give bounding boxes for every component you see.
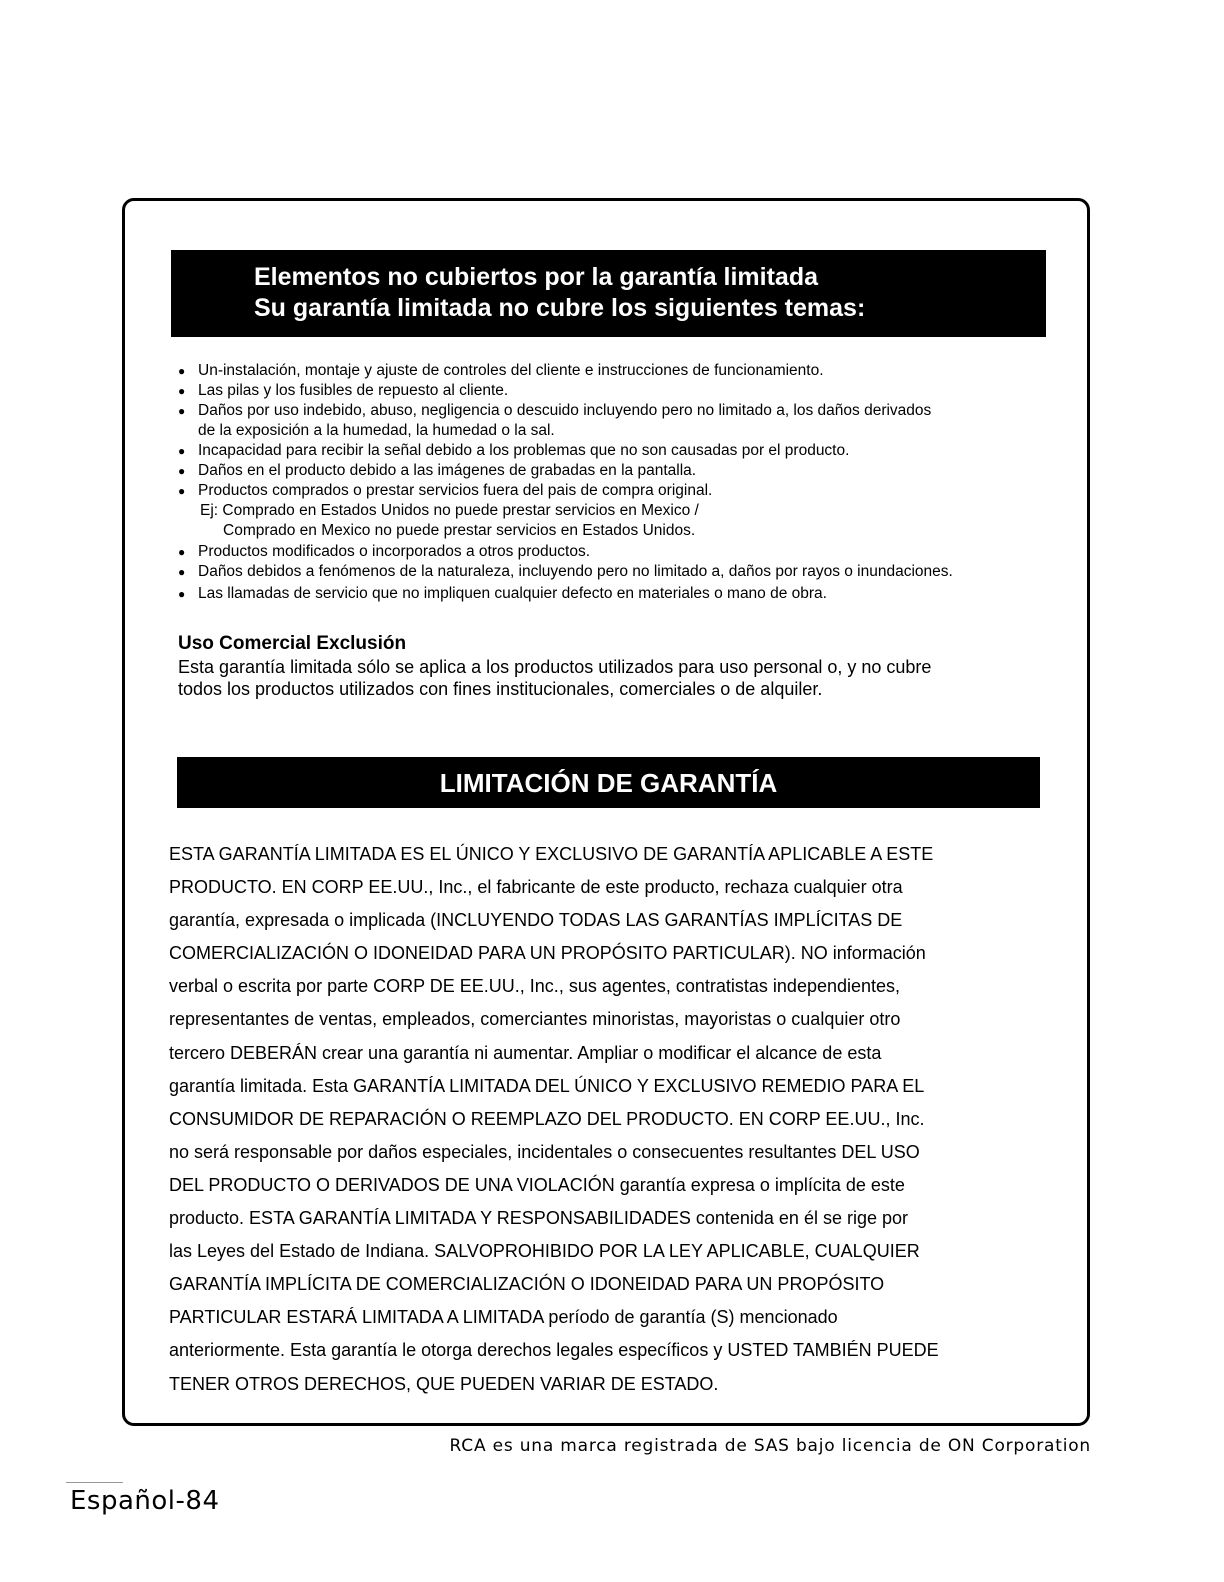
list-item: ● Las llamadas de servicio que no impliquen cualquier defecto en materiales o mano de obra. [178,584,1078,604]
list-item: ● Daños debidos a fenómenos de la naturaleza, incluyendo pero no limitado a, daños por rayos o inundaciones. [178,562,1078,582]
limitation-line: verbal o escrita por parte CORP DE EE.UU., Inc., sus agentes, contratistas independientes, [169,976,901,997]
limitation-line: representantes de ventas, empleados, comerciantes minoristas, mayoristas o cualquier otro [169,1009,901,1030]
commercial-use-line: todos los productos utilizados con fines institucionales, comerciales o de alquiler. [178,679,823,699]
list-item: ● Un-instalación, montaje y ajuste de controles del cliente e instrucciones de funcionamiento. [178,361,1078,381]
limitation-line: anteriormente. Esta garantía le otorga derechos legales específicos y USTED TAMBIÉN PUEDE [169,1340,939,1361]
list-item-continuation: de la exposición a la humedad, la humedad o la sal. [198,422,555,439]
commercial-use-text [178,656,1058,700]
trademark-notice: RCA es una marca registrada de SAS bajo licencia de ON Corporation [449,1436,1091,1456]
list-item: ● Daños por uso indebido, abuso, negligencia o descuido incluyendo pero no limitado a, los daños derivados [178,401,1078,421]
limitation-line: garantía limitada. Esta GARANTÍA LIMITADA DEL ÚNICO Y EXCLUSIVO REMEDIO PARA EL [169,1075,925,1096]
commercial-use-line: Esta garantía limitada sólo se aplica a los productos utilizados para uso personal o, y no cubre [178,657,932,677]
limitation-line: CONSUMIDOR DE REPARACIÓN O REEMPLAZO DEL PRODUCTO. EN CORP EE.UU., Inc. [169,1108,925,1129]
list-item: ● Daños en el producto debido a las imágenes de grabadas en la pantalla. [178,461,1078,481]
limitation-line: TENER OTROS DERECHOS, QUE PUEDEN VARIAR DE ESTADO. [169,1373,719,1394]
limitation-line: tercero DEBERÁN crear una garantía ni aumentar. Ampliar o modificar el alcance de esta [169,1042,882,1063]
limitation-line: producto. ESTA GARANTÍA LIMITADA Y RESPONSABILIDADES contenida en él se rige por [169,1208,909,1229]
list-item: ● Incapacidad para recibir la señal debido a los problemas que no son causadas por el producto. [178,441,1078,461]
limitation-line: no será responsable por daños especiales, incidentales o consecuentes resultantes DEL USO [169,1141,920,1162]
limitation-text [169,838,1049,1401]
commercial-use-heading: Uso Comercial Exclusión [178,633,407,654]
exclusions-banner [171,250,1046,337]
limitation-line: las Leyes del Estado de Indiana. SALVOPROHIBIDO POR LA LEY APLICABLE, CUALQUIER [169,1241,920,1262]
limitation-banner: LIMITACIÓN DE GARANTÍA [177,757,1040,808]
exclusions-title: Elementos no cubiertos por la garantía limitada [254,263,819,291]
list-item: ● Las pilas y los fusibles de repuesto al cliente. [178,381,1078,401]
limitation-line: DEL PRODUCTO O DERIVADOS DE UNA VIOLACIÓN garantía expresa o implícita de este [169,1174,905,1195]
example-line: Comprado en Mexico no puede prestar servicios en Estados Unidos. [223,522,696,539]
example-line: Ej: Comprado en Estados Unidos no puede prestar servicios en Mexico / [200,502,699,519]
list-item: ● Productos modificados o incorporados a otros productos. [178,542,1078,562]
footer-divider [66,1482,123,1483]
exclusions-list [178,361,1078,604]
limitation-line: PRODUCTO. EN CORP EE.UU., Inc., el fabricante de este producto, rechaza cualquier otra [169,877,903,898]
limitation-line: COMERCIALIZACIÓN O IDONEIDAD PARA UN PROPÓSITO PARTICULAR). NO información [169,943,926,964]
limitation-line: garantía, expresada o implicada (INCLUYENDO TODAS LAS GARANTÍAS IMPLÍCITAS DE [169,910,903,931]
exclusions-subtitle: Su garantía limitada no cubre los siguientes temas: [254,294,866,322]
limitation-line: GARANTÍA IMPLÍCITA DE COMERCIALIZACIÓN O IDONEIDAD PARA UN PROPÓSITO [169,1274,885,1295]
list-item: ● Productos comprados o prestar servicios fuera del pais de compra original. [178,481,1078,501]
limitation-line: PARTICULAR ESTARÁ LIMITADA A LIMITADA período de garantía (S) mencionado [169,1307,838,1328]
page-number: Español-84 [70,1486,220,1516]
limitation-line: ESTA GARANTÍA LIMITADA ES EL ÚNICO Y EXCLUSIVO DE GARANTÍA APLICABLE A ESTE [169,844,934,864]
